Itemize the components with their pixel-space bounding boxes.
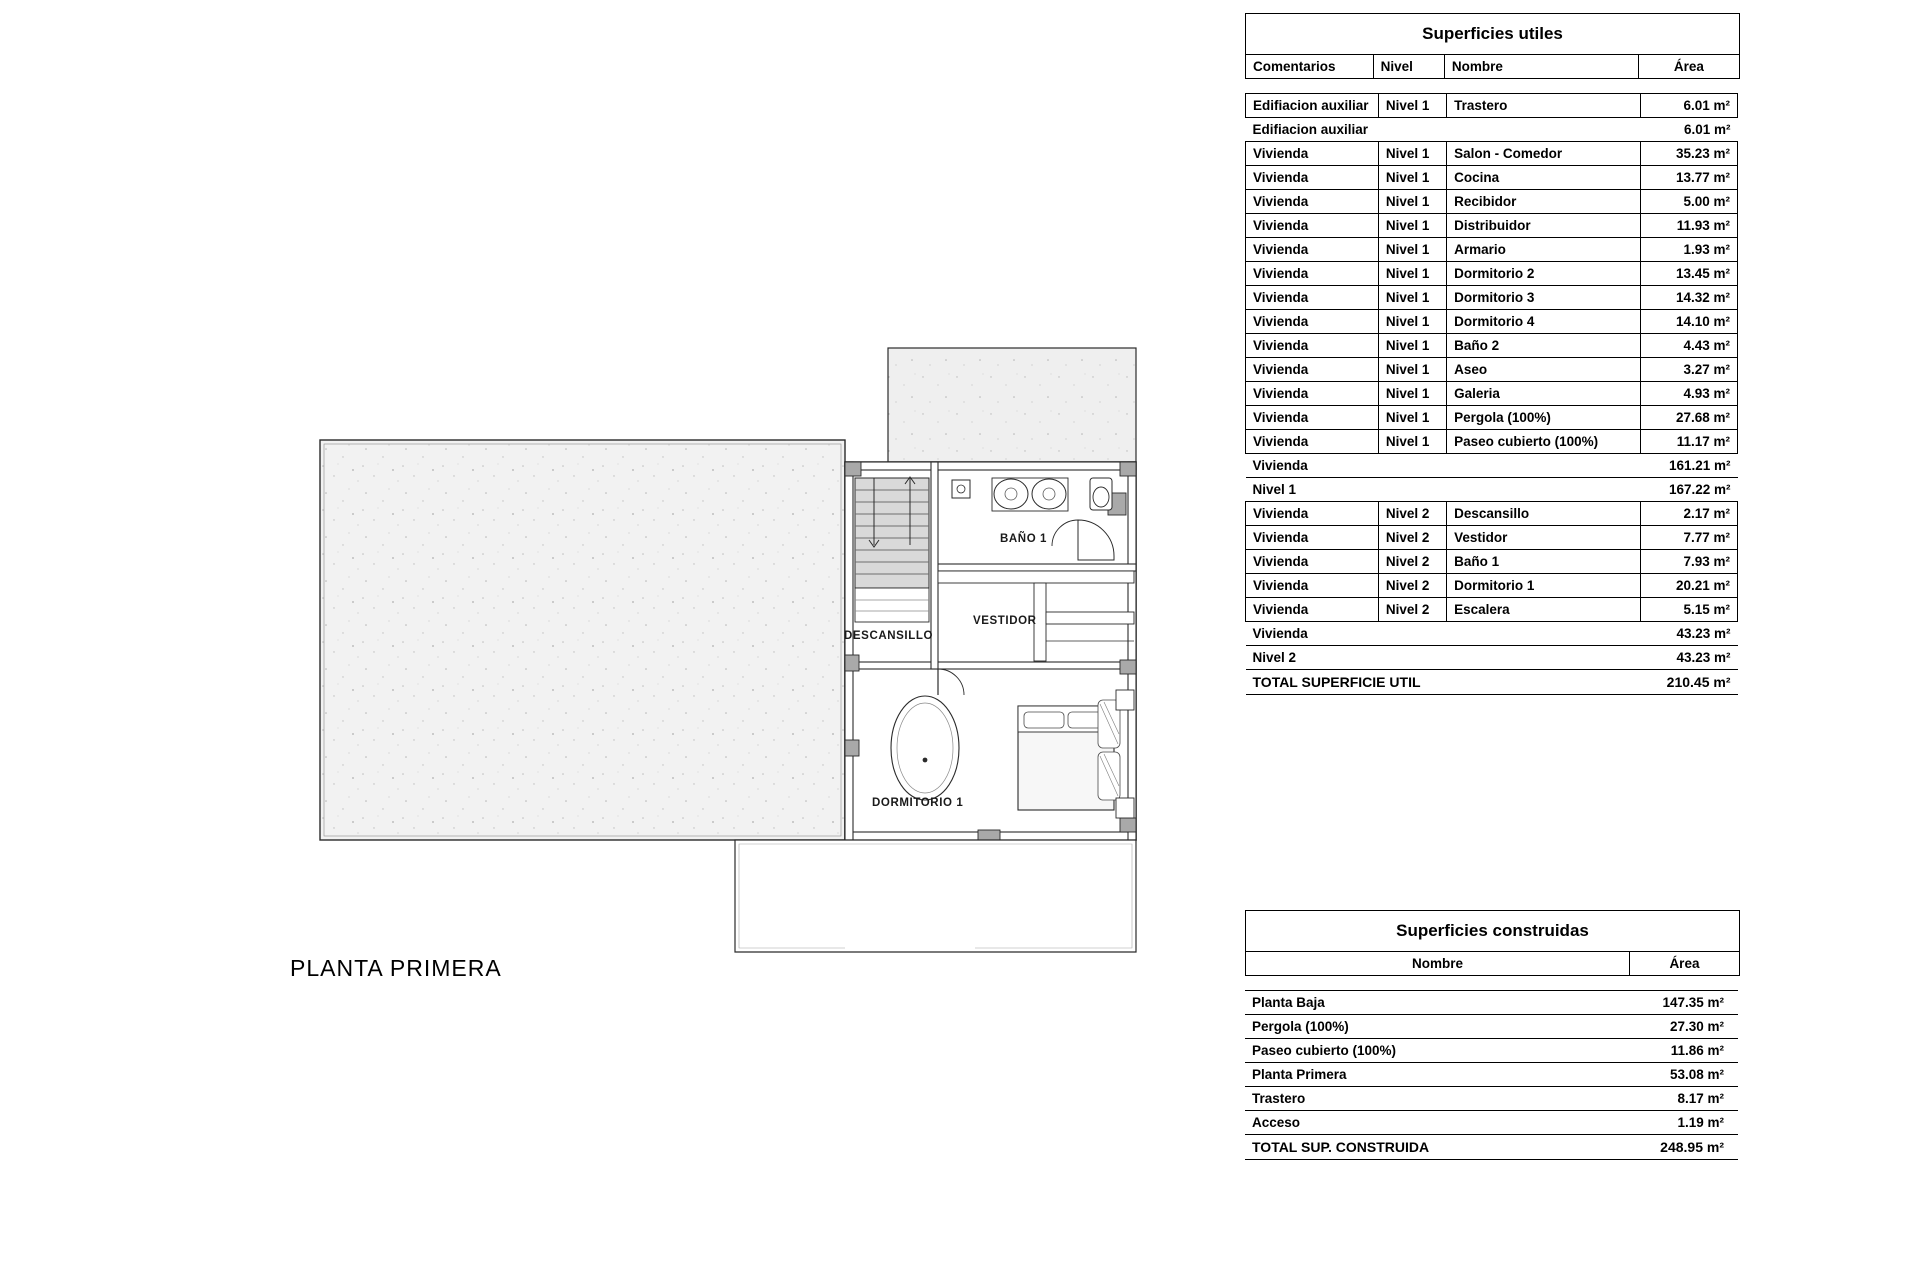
utiles-header-nivel: Nivel — [1373, 55, 1444, 79]
bed — [1018, 690, 1134, 818]
cell-nombre: Planta Primera — [1245, 1063, 1622, 1087]
table-row — [1246, 550, 1738, 574]
cell-comentario: Vivienda — [1246, 430, 1379, 454]
cell-nivel: Nivel 1 — [1378, 310, 1446, 334]
cell-subtotal-label: Nivel 1 — [1246, 478, 1641, 502]
cell-area: 147.35 m² — [1622, 991, 1738, 1015]
utiles-body — [1245, 93, 1738, 695]
construidas-header-nombre: Nombre — [1411, 956, 1463, 971]
table-row — [1246, 214, 1738, 238]
cell-nombre: Dormitorio 3 — [1447, 286, 1641, 310]
construidas-title: Superficies construidas — [1396, 921, 1589, 940]
cell-nombre: Cocina — [1447, 166, 1641, 190]
table-row — [1246, 430, 1738, 454]
plan-title: PLANTA PRIMERA — [290, 955, 502, 981]
cell-nombre: Descansillo — [1447, 502, 1641, 526]
terrace-main — [320, 440, 845, 840]
cell-area: 11.17 m² — [1640, 430, 1737, 454]
construidas-body — [1245, 990, 1738, 1160]
cell-nivel: Nivel 1 — [1378, 406, 1446, 430]
cell-subtotal-label: Vivienda — [1246, 622, 1641, 646]
construidas-header-area: Área — [1629, 952, 1739, 976]
cell-comentario: Vivienda — [1246, 526, 1379, 550]
construidas-header-row — [1246, 952, 1739, 976]
cell-nivel: Nivel 2 — [1378, 550, 1446, 574]
cell-area: 11.86 m² — [1622, 1039, 1738, 1063]
table-row — [1245, 1135, 1738, 1160]
table-row — [1246, 142, 1738, 166]
cell-nivel: Nivel 1 — [1378, 430, 1446, 454]
cell-comentario: Vivienda — [1246, 406, 1379, 430]
cell-subtotal-area: 43.23 m² — [1640, 622, 1737, 646]
cell-nombre: TOTAL SUP. CONSTRUIDA — [1245, 1135, 1622, 1160]
cell-nivel: Nivel 1 — [1378, 190, 1446, 214]
cell-nombre: Pergola (100%) — [1245, 1015, 1622, 1039]
table-row — [1246, 310, 1738, 334]
utiles-title: Superficies utiles — [1422, 24, 1563, 43]
table-row — [1245, 1087, 1738, 1111]
cell-subtotal-label: Nivel 2 — [1246, 646, 1641, 670]
table-row — [1246, 406, 1738, 430]
cell-nombre: Trastero — [1245, 1087, 1622, 1111]
cell-comentario: Vivienda — [1246, 214, 1379, 238]
cell-comentario: Vivienda — [1246, 190, 1379, 214]
table-row — [1246, 94, 1738, 118]
cell-subtotal-area: 167.22 m² — [1640, 478, 1737, 502]
cell-area: 4.43 m² — [1640, 334, 1737, 358]
cell-area: 6.01 m² — [1640, 94, 1737, 118]
cell-area: 14.32 m² — [1640, 286, 1737, 310]
cell-nombre: Paseo cubierto (100%) — [1447, 430, 1641, 454]
cell-nombre: Paseo cubierto (100%) — [1245, 1039, 1622, 1063]
cell-nivel: Nivel 2 — [1378, 598, 1446, 622]
cell-nivel: Nivel 2 — [1378, 502, 1446, 526]
staircase — [855, 477, 929, 622]
cell-area: 13.77 m² — [1640, 166, 1737, 190]
cell-subtotal-area: 161.21 m² — [1640, 454, 1737, 478]
cell-area: 14.10 m² — [1640, 310, 1737, 334]
cell-comentario: Vivienda — [1246, 358, 1379, 382]
cell-nivel: Nivel 1 — [1378, 286, 1446, 310]
cell-area: 27.30 m² — [1622, 1015, 1738, 1039]
cell-subtotal-area: 210.45 m² — [1640, 670, 1737, 695]
cell-comentario: Vivienda — [1246, 286, 1379, 310]
table-row — [1246, 454, 1738, 478]
table-row — [1245, 1015, 1738, 1039]
cell-nombre: Baño 1 — [1447, 550, 1641, 574]
cell-area: 7.77 m² — [1640, 526, 1737, 550]
cell-nivel: Nivel 1 — [1378, 238, 1446, 262]
cell-subtotal-label: TOTAL SUPERFICIE UTIL — [1246, 670, 1641, 695]
table-row — [1246, 190, 1738, 214]
cell-nombre: Baño 2 — [1447, 334, 1641, 358]
cell-nivel: Nivel 1 — [1378, 382, 1446, 406]
cell-area: 11.93 m² — [1640, 214, 1737, 238]
cell-subtotal-area: 6.01 m² — [1640, 118, 1737, 142]
cell-area: 35.23 m² — [1640, 142, 1737, 166]
cell-area: 53.08 m² — [1622, 1063, 1738, 1087]
room-label-descansillo: DESCANSILLO — [844, 630, 934, 642]
cell-nivel: Nivel 1 — [1378, 214, 1446, 238]
cell-nivel: Nivel 2 — [1378, 574, 1446, 598]
cell-nombre: Distribuidor — [1447, 214, 1641, 238]
utiles-header-comentarios: Comentarios — [1253, 59, 1336, 74]
table-row — [1245, 1063, 1738, 1087]
cell-comentario: Vivienda — [1246, 502, 1379, 526]
cell-nivel: Nivel 1 — [1378, 262, 1446, 286]
table-row — [1245, 1111, 1738, 1135]
cell-area: 5.00 m² — [1640, 190, 1737, 214]
cell-area: 1.19 m² — [1622, 1111, 1738, 1135]
cell-area: 20.21 m² — [1640, 574, 1737, 598]
cell-area: 3.27 m² — [1640, 358, 1737, 382]
table-row — [1246, 286, 1738, 310]
cell-comentario: Vivienda — [1246, 310, 1379, 334]
cell-nombre: Vestidor — [1447, 526, 1641, 550]
cell-comentario: Vivienda — [1246, 166, 1379, 190]
cell-nombre: Aseo — [1447, 358, 1641, 382]
cell-nombre: Armario — [1447, 238, 1641, 262]
table-row — [1246, 670, 1738, 695]
cell-area: 248.95 m² — [1622, 1135, 1738, 1160]
table-row — [1246, 334, 1738, 358]
cell-subtotal-label: Vivienda — [1246, 454, 1641, 478]
cell-nombre: Planta Baja — [1245, 991, 1622, 1015]
cell-nombre: Dormitorio 2 — [1447, 262, 1641, 286]
cell-comentario: Vivienda — [1246, 238, 1379, 262]
table-row — [1246, 502, 1738, 526]
table-row — [1246, 598, 1738, 622]
cell-comentario: Vivienda — [1246, 142, 1379, 166]
cell-nombre: Dormitorio 4 — [1447, 310, 1641, 334]
cell-nivel: Nivel 1 — [1378, 334, 1446, 358]
cell-area: 13.45 m² — [1640, 262, 1737, 286]
cell-subtotal-area: 43.23 m² — [1640, 646, 1737, 670]
table-row — [1246, 166, 1738, 190]
table-row — [1246, 478, 1738, 502]
cell-comentario: Vivienda — [1246, 382, 1379, 406]
superficies-construidas-table — [1245, 910, 1740, 1160]
cell-comentario: Vivienda — [1246, 334, 1379, 358]
cell-nivel: Nivel 1 — [1378, 358, 1446, 382]
cell-nombre: Trastero — [1447, 94, 1641, 118]
cell-comentario: Vivienda — [1246, 574, 1379, 598]
table-row — [1246, 238, 1738, 262]
utiles-header-row — [1246, 55, 1739, 79]
cell-comentario: Edifiacion auxiliar — [1246, 94, 1379, 118]
table-row — [1246, 622, 1738, 646]
cell-area: 2.17 m² — [1640, 502, 1737, 526]
table-row — [1246, 382, 1738, 406]
utiles-header-nombre: Nombre — [1444, 55, 1638, 79]
terrace-upper — [888, 348, 1136, 462]
table-row — [1246, 358, 1738, 382]
cell-nivel: Nivel 2 — [1378, 526, 1446, 550]
superficies-utiles-table — [1245, 13, 1740, 695]
cell-nivel: Nivel 1 — [1378, 94, 1446, 118]
table-row — [1246, 526, 1738, 550]
cell-nombre: Pergola (100%) — [1447, 406, 1641, 430]
cell-nivel: Nivel 1 — [1378, 142, 1446, 166]
table-row — [1246, 574, 1738, 598]
table-row — [1246, 262, 1738, 286]
table-row — [1246, 118, 1738, 142]
cell-comentario: Vivienda — [1246, 598, 1379, 622]
cell-nombre: Recibidor — [1447, 190, 1641, 214]
cell-comentario: Vivienda — [1246, 262, 1379, 286]
table-row — [1246, 646, 1738, 670]
cell-area: 7.93 m² — [1640, 550, 1737, 574]
lower-outline — [735, 840, 1136, 952]
cell-nombre: Escalera — [1447, 598, 1641, 622]
room-label-dormitorio-1: DORMITORIO 1 — [872, 797, 964, 809]
cell-area: 1.93 m² — [1640, 238, 1737, 262]
cell-nombre: Salon - Comedor — [1447, 142, 1641, 166]
cell-nombre: Acceso — [1245, 1111, 1622, 1135]
cell-area: 4.93 m² — [1640, 382, 1737, 406]
cell-area: 5.15 m² — [1640, 598, 1737, 622]
cell-nombre: Galeria — [1447, 382, 1641, 406]
cell-comentario: Vivienda — [1246, 550, 1379, 574]
cell-area: 27.68 m² — [1640, 406, 1737, 430]
cell-subtotal-label: Edifiacion auxiliar — [1246, 118, 1641, 142]
cell-area: 8.17 m² — [1622, 1087, 1738, 1111]
table-row — [1245, 1039, 1738, 1063]
table-row — [1245, 991, 1738, 1015]
room-label-bano-1: BAÑO 1 — [1000, 533, 1048, 545]
bathtub — [891, 696, 959, 800]
utiles-header-area: Área — [1638, 55, 1739, 79]
cell-nivel: Nivel 1 — [1378, 166, 1446, 190]
cell-nombre: Dormitorio 1 — [1447, 574, 1641, 598]
room-label-vestidor: VESTIDOR — [973, 615, 1037, 627]
